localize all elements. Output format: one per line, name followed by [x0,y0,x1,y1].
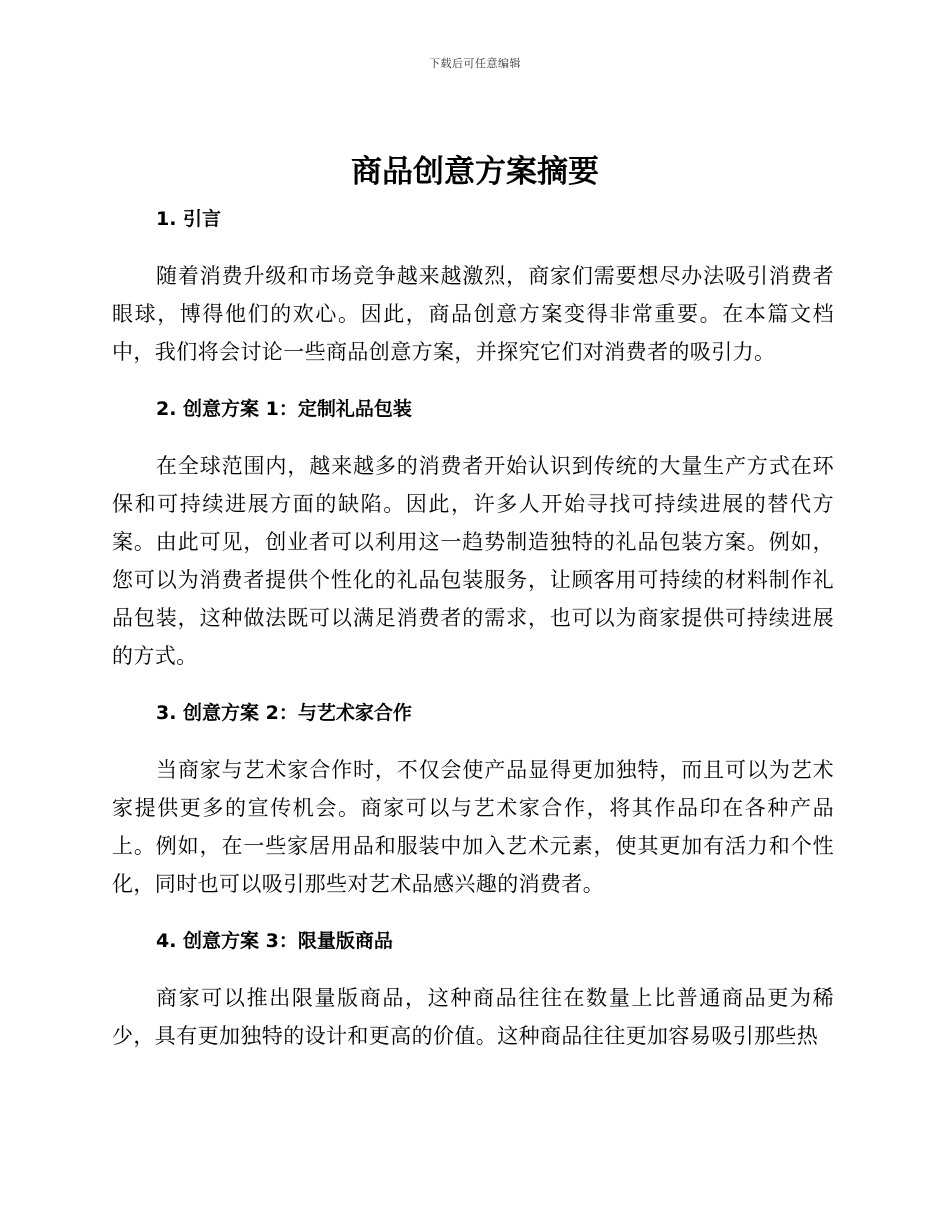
section-heading-artist-collaboration: 3. 创意方案 2：与艺术家合作 [156,702,412,724]
section-paragraph-limited-edition: 商家可以推出限量版商品，这种商品往往在数量上比普通商品更为稀少，具有更加独特的设计和更高的价值。这种商品往往更加容易吸引那些热 [112,986,834,1048]
section-heading-limited-edition: 4. 创意方案 3：限量版商品 [156,930,393,952]
document-title: 商品创意方案摘要 [351,154,599,190]
section-heading-introduction: 1. 引言 [156,208,222,230]
section-paragraph-artist-collaboration: 当商家与艺术家合作时，不仅会使产品显得更加独特，而且可以为艺术家提供更多的宣传机会。商家可以与艺术家合作，将其作品印在各种产品上。例如，在一些家居用品和服装中加入艺术元素，使其更加有活力和个性化，同时也可以吸引那些对艺术品感兴趣的消费者。 [112,758,834,896]
section-heading-gift-packaging: 2. 创意方案 1：定制礼品包装 [156,398,412,420]
header-note: 下载后可任意编辑 [429,57,521,70]
section-paragraph-introduction: 随着消费升级和市场竞争越来越激烈，商家们需要想尽办法吸引消费者眼球，博得他们的欢心。因此，商品创意方案变得非常重要。在本篇文档中，我们将会讨论一些商品创意方案，并探究它们对消费者的吸引力。 [112,264,834,364]
document-body [112,201,834,1075]
section-paragraph-gift-packaging: 在全球范围内，越来越多的消费者开始认识到传统的大量生产方式在环保和可持续进展方面的缺陷。因此，许多人开始寻找可持续进展的替代方案。由此可见，创业者可以利用这一趋势制造独特的礼品包装方案。例如，您可以为消费者提供个性化的礼品包装服务，让顾客用可持续的材料制作礼品包装，这种做法既可以满足消费者的需求，也可以为商家提供可持续进展的方式。 [112,454,834,668]
